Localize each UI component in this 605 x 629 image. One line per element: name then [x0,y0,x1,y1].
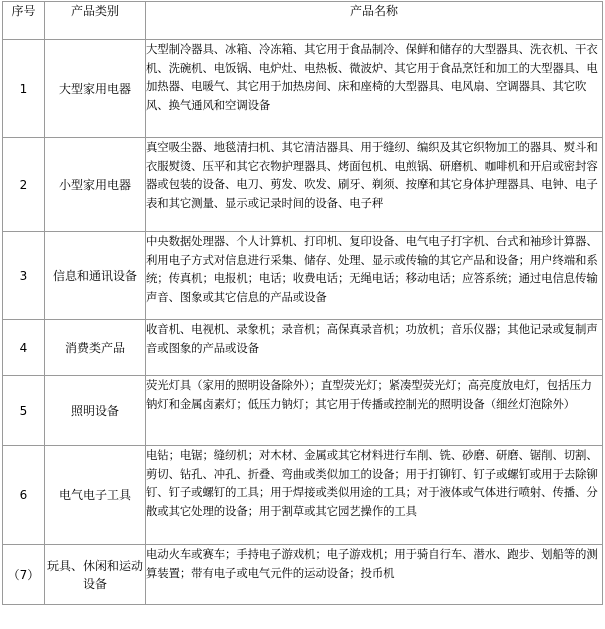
table-row [3,446,603,545]
row-index: （7） [3,545,45,605]
row-category: 大型家用电器 [45,40,146,138]
row-index: 2 [3,138,45,232]
table-row [3,545,603,605]
row-products: 真空吸尘器、地毯清扫机、其它清洁器具、用于缝纫、编织及其它织物加工的器具、熨斗和衣服熨烫、压平和其它衣物护理器具、烤面包机、电煎锅、研磨机、咖啡机和开启或密封容器或包装的设备、电刀、剪发、吹发、刷牙、剃须、按摩和其它身体护理器具、电钟、电子表和其它测量、显示或记录时间的设备、电子秤 [146,140,598,210]
table-row [3,320,603,376]
row-category: 信息和通讯设备 [45,232,146,320]
row-category: 照明设备 [45,376,146,446]
row-category: 消费类产品 [45,320,146,376]
row-products: 大型制冷器具、冰箱、冷冻箱、其它用于食品制冷、保鲜和储存的大型器具、洗衣机、干衣机、洗碗机、电饭锅、电炉灶、电热板、微波炉、其它用于食品烹饪和加工的大型器具、电加热器、电暖气、其它用于加热房间、床和座椅的大型器具、电风扇、空调器具、其它吹风、换气通风和空调设备 [146,42,598,112]
row-category: 小型家用电器 [45,138,146,232]
row-products: 中央数据处理器、个人计算机、打印机、复印设备、电气电子打字机、台式和袖珍计算器、利用电子方式对信息进行采集、储存、处理、显示或传输的其它产品和设备；用户终端和系统；传真机；电报机；电话；收费电话；无绳电话；移动电话；应答系统；通过电信息传输声音、图象或其它信息的产品或设备 [146,234,598,304]
row-index: 1 [3,40,45,138]
row-category: 玩具、休闲和运动设备 [45,545,146,605]
header-row [3,2,603,40]
table-row [3,40,603,138]
row-index: 5 [3,376,45,446]
row-category: 电气电子工具 [45,446,146,545]
row-products: 电动火车或赛车；手持电子游戏机；电子游戏机；用于骑自行车、潜水、跑步、划船等的测算装置；带有电子或电气元件的运动设备；投币机 [146,547,598,580]
header-index: 序号 [3,2,45,40]
row-index: 6 [3,446,45,545]
product-catalog-table [2,1,603,605]
header-products: 产品名称 [146,2,603,40]
header-category: 产品类别 [45,2,146,40]
table-row [3,232,603,320]
row-products: 电钻；电锯；缝纫机；对木材、金属或其它材料进行车削、铣、砂磨、研磨、锯削、切割、剪切、钻孔、冲孔、折叠、弯曲或类似加工的设备；用于打铆钉、钉子或螺钉或用于去除铆钉、钉子或螺钉的工具；用于焊接或类似用途的工具；对于液体或气体进行喷射、传播、分散或其它处理的设备；用于割草或其它园艺操作的工具 [146,448,598,518]
row-products: 收音机、电视机、录象机；录音机；高保真录音机；功放机；音乐仪器；其他记录或复制声音或图象的产品或设备 [146,322,598,355]
row-products: 荧光灯具（家用的照明设备除外）；直型荧光灯；紧凑型荧光灯；高亮度放电灯，包括压力钠灯和金属卤素灯；低压力钠灯；其它用于传播或控制光的照明设备（细丝灯泡除外） [146,378,592,411]
table-row [3,138,603,232]
table-row [3,376,603,446]
row-index: 4 [3,320,45,376]
row-index: 3 [3,232,45,320]
